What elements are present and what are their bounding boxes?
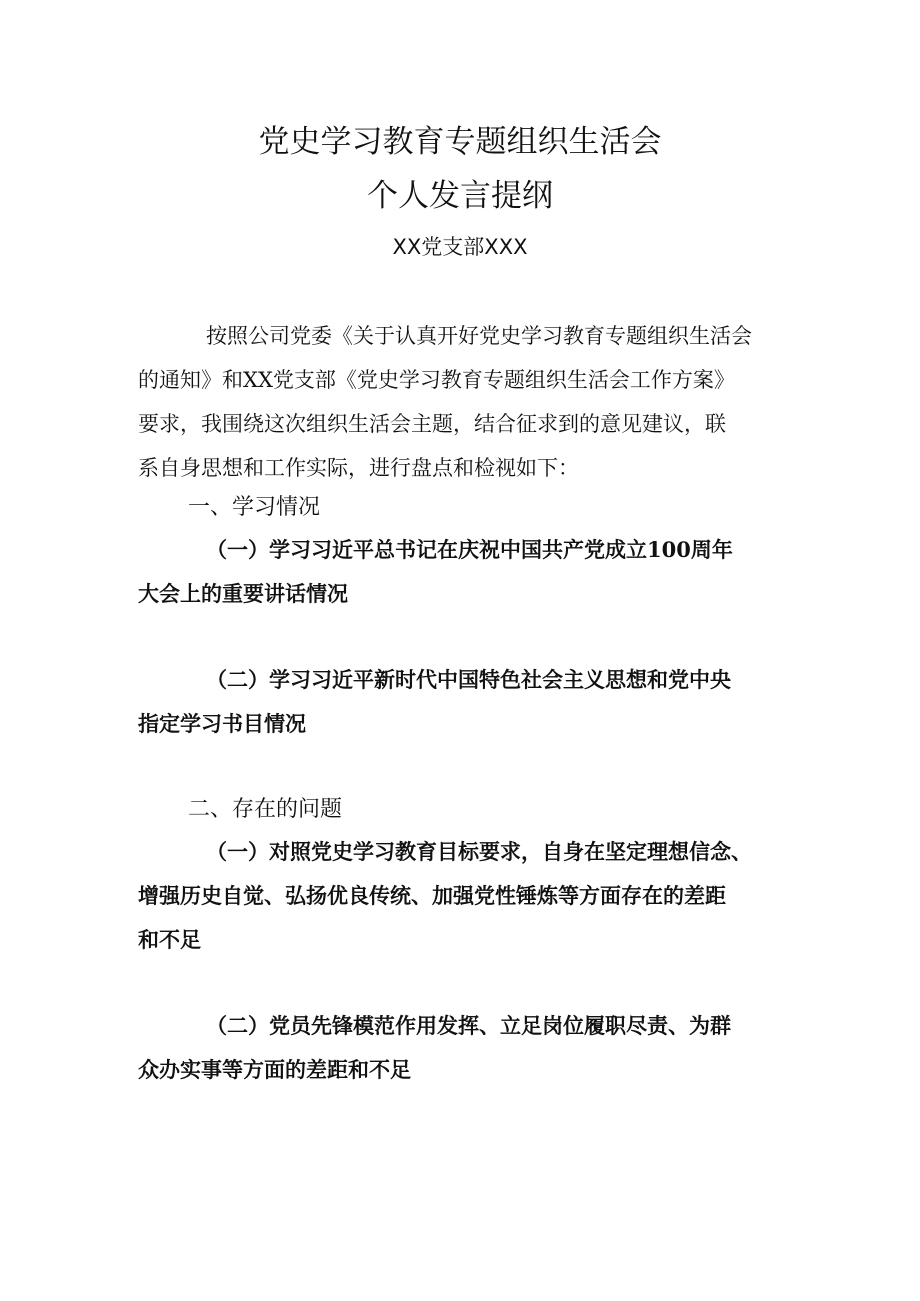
intro-line: 按照公司党委《关于认真开好党史学习教育专题组织生活会 — [206, 324, 752, 348]
subsection-line: （二）党员先锋模范作用发挥、立足岗位履职尽责、为群 — [206, 1013, 731, 1038]
section-heading: 一、学习情况 — [188, 495, 321, 520]
section-heading: 二、存在的问题 — [188, 797, 343, 822]
intro-paragraph — [138, 314, 788, 490]
subsection-line: （一）学习习近平总书记在庆祝中国共产党成立100周年 — [206, 537, 733, 562]
subsection-item — [138, 830, 818, 962]
author-line: XX党支部XXX — [392, 235, 528, 259]
intro-line: 系自身思想和工作实际，进行盘点和检视如下： — [138, 456, 579, 480]
subsection-item — [138, 1004, 818, 1092]
subsection-line: 指定学习书目情况 — [138, 711, 306, 736]
intro-line: 要求，我围绕这次组织生活会主题，结合征求到的意见建议，联 — [138, 412, 726, 436]
intro-line: 的通知》和XX党支部《党史学习教育专题组织生活会工作方案》 — [138, 368, 735, 392]
subsection-item — [138, 528, 818, 616]
subsection-line: 众办实事等方面的差距和不足 — [138, 1057, 411, 1082]
subsection-line: 和不足 — [138, 927, 201, 952]
subsection-line: 大会上的重要讲话情况 — [138, 581, 348, 606]
subsection-line: （一）对照党史学习教育目标要求，自身在坚定理想信念、 — [206, 839, 752, 864]
document-title-line1: 党史学习教育专题组织生活会 — [258, 124, 662, 160]
document-title-line2: 个人发言提纲 — [367, 178, 553, 214]
subsection-line: 增强历史自觉、弘扬优良传统、加强党性锤炼等方面存在的差距 — [138, 883, 726, 908]
subsection-item — [138, 658, 818, 746]
subsection-line: （二）学习习近平新时代中国特色社会主义思想和党中央 — [206, 667, 731, 692]
